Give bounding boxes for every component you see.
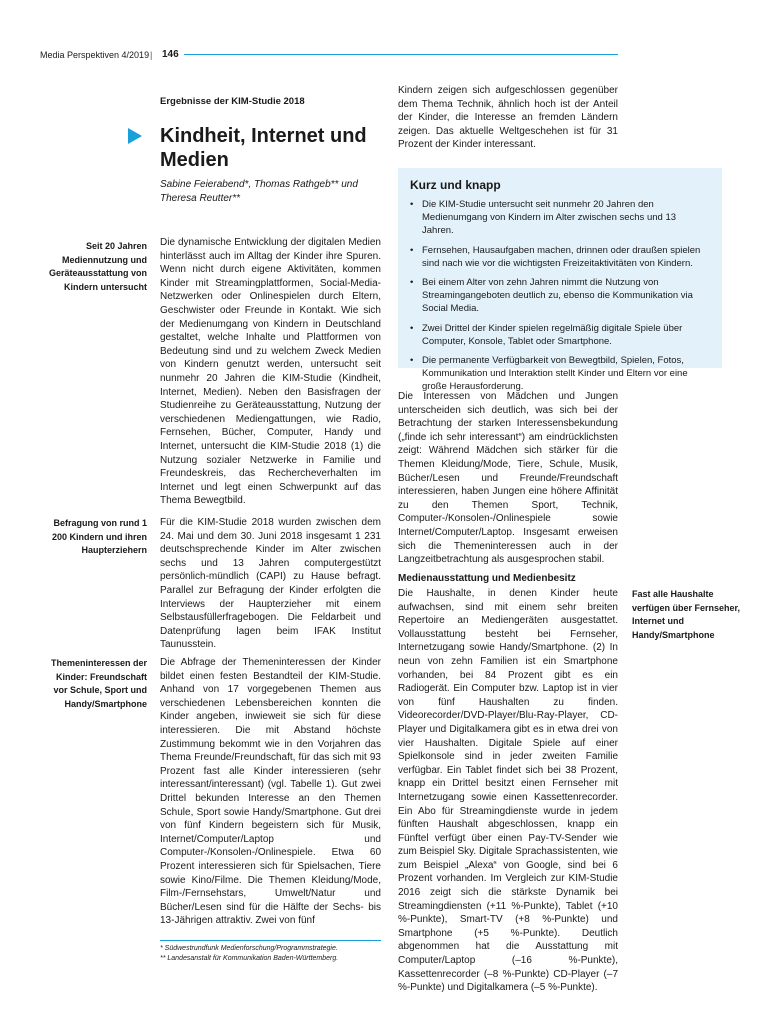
article-authors: Sabine Feierabend*, Thomas Rathgeb** und Theresa Reutter** [160, 179, 358, 204]
summary-bullet: • Die KIM-Studie untersucht seit nunmehr 20 Jahren den Medienumgang von Kindern im Alter zwischen sechs und 13 Jahren. [410, 198, 710, 238]
summary-box [398, 168, 722, 393]
title-arrow-icon [128, 128, 142, 144]
footnote-2: ** Landesanstalt für Kommunikation Baden-Württemberg. [160, 955, 339, 962]
running-header [40, 48, 618, 62]
article-supertitle: Ergebnisse der KIM-Studie 2018 [160, 96, 305, 107]
article-title: Kindheit, Internet und Medien [160, 125, 367, 171]
body-paragraph-interests: Die Abfrage der Themeninteressen der Kinder bildet einen festen Bestandteil der KIM-Studie. Anhand von 17 vorgegebenen Themen aus verschiedenen Lebensbereichen konnten die Kinder angeben, inwieweit sie sich für diese interessieren. Die mit Abstand höchste Zustimmung bekommt wie in den Vorjahren das Thema Freunde/Freundschaft, für das sich mit 93 Prozent fast alle Kinder interessieren (sehr interessant/interessant) (vgl. Tabelle 1). Gut zwei Drittel bekunden Interesse an den Themen Schule, Sport sowie Handy/Smartphone. Gut drei von fünf Kindern begeistern sich für Musik, Internet/Computer/Laptop und Computer-/Konsolen-/Onlinespiele. Etwa 60 Prozent interessieren sich für Spielsachen, Tiere sowie Kino/Filme. Die Themen Kleidung/Mode, Film-/Fernsehstars, Umwelt/Natur und Bücher/Lesen sind für die Hälfte der Sechs- bis 13-Jährigen attraktiv. Zwei von fünf [160, 657, 381, 927]
body-paragraph-equipment: Die Haushalte, in denen Kinder heute aufwachsen, sind mit einem sehr breiten Repertoire an Mediengeräten ausgestattet. Vollausstattung besteht bei Fernseher, Internetzugang sowie Handy/Smartphone. (2) In neun von zehn Familien ist ein Smartphone vorhanden, bei 84 Prozent gibt es ein Radiogerät. Ein Computer bzw. Laptop ist in vier von fünf Haushalten zu finden. Videorecorder/DVD-Player/Blu-Ray-Player, CD-Player und Digitalkamera gibt es in etwa drei von vier Haushalten. Digitale Spiele auf einer Spielkonsole sind in jeder zweiten Familie verfügbar. Ein Tablet findet sich bei 38 Prozent, knapp ein Drittel besitzt einen Fernseher mit Internetzugang sowie einen Kassettenrecorder. Ein Abo für Streamingdienste wurde in jedem fünften Haushalt abgeschlossen, knapp ein Fünftel verfügt über einen Pay-TV-Sender wie zum Beispiel Sky. Digitale Sprachassistenten, wie zum Beispiel „Alexa“ von Google, sind bei 6 Prozent vorhanden. Im Vergleich zur KIM-Studie 2016 zeigt sich die stärkste Dynamik bei Streamingdiensten (+11 %-Punkte), Tablet (+10 %-Punkte), Smart-TV (+8 %-Punkte) und Smartphone (+5 %-Punkte). Deutlich abgenommen hat die Ausstattung mit Computer/Laptop (–16 %-Punkte), Kassettenrecorder (–8 %-Punkte) CD-Player (–7 %-Punkte) und Digitalkamera (–5 %-Punkte). [398, 588, 618, 994]
margin-note-study: Seit 20 Jahren Mediennutzung und Geräteausstattung von Kindern untersucht [48, 241, 147, 292]
journal-name: Media Perspektiven 4/2019 [40, 50, 150, 60]
page-number: 146 [162, 49, 179, 60]
margin-note-survey: Befragung von rund 1 200 Kindern und ihren Haupterziehern [51, 518, 147, 555]
summary-bullet: • Fernsehen, Hausaufgaben machen, drinnen oder draußen spielen sind nach wie vor die wichtigsten Freizeitaktivitäten von Kindern. [410, 244, 710, 270]
margin-note-households: Fast alle Haushalte verfügen über Fernseher, Internet und Handy/Smartphone [632, 589, 741, 640]
body-paragraph-gender: Die Interessen von Mädchen und Jungen unterscheiden sich deutlich, was sich bei der Betrachtung der starken Interessensbekundung („finde ich sehr interessant“) am eindrücklichsten zeigt: Während Mädchen sich stärker für die Themen Kleidung/Mode, Tiere, Schule, Musik, Bücher/Lesen und Freunde/Freundschaft interessieren, haben Jungen eine höhere Affinität zu den Themen Sport, Technik, Computer-/Konsolen-/Onlinespiele sowie Internet/Computer/Laptop. Insgesamt erweisen sich die Themeninteressen auch in der Langzeitbetrachtung als ausgesprochen stabil. [398, 391, 618, 566]
summary-bullet: • Bei einem Alter von zehn Jahren nimmt die Nutzung von Streamingangeboten deutlich zu, ebenso die Kommunikation via Social Media. [410, 276, 710, 316]
body-paragraph-method: Für die KIM-Studie 2018 wurden zwischen dem 24. Mai und dem 30. Juni 2018 insgesamt 1 231 deutschsprechende Kinder im Alter zwischen sechs und 13 Jahren computergestützt persönlich-mündlich (CAPI) zu Hause befragt. Parallel zur Befragung der Kinder erfolgten die Interviews der Haupterzieher mit einem Selbstausfüllerfragebogen. Die Feldarbeit und Datenprüfung lagen beim IFAK Institut Taunusstein. [160, 517, 381, 651]
footnote-1: * Südwestrundfunk Medienforschung/Programmstrategie. [160, 945, 338, 952]
summary-box-title: Kurz und knapp [410, 178, 501, 192]
header-separator: | [150, 50, 153, 60]
margin-note-interests: Themeninteressen der Kinder: Freundschaft vor Schule, Sport und Handy/Smartphone [50, 658, 147, 709]
footnote-rule [160, 940, 381, 941]
summary-bullet: • Die permanente Verfügbarkeit von Bewegtbild, Spielen, Fotos, Kommunikation und Interaktion stellt Kinder und Eltern vor eine große Herausforderung. [410, 354, 710, 394]
summary-list [410, 198, 710, 400]
body-paragraph-intro: Die dynamische Entwicklung der digitalen Medien hinterlässt auch im Alltag der Kinder ihre Spuren. Wenn nicht durch eigene Aktivitäten, kommen Kinder mit Streamingplattformen, Social-Media-Netzwerken oder Onlinespielen durch Eltern, Geschwister oder Freunde in Kontakt. Wie sich der Medienumgang von Kindern in Deutschland gestaltet, welche Inhalte und Plattformen von Bedeutung sind und zu welchem Zweck Medien von Kindern genutzt werden, untersucht seit nunmehr 20 Jahren die KIM-Studie (Kindheit, Internet, Medien). Neben den Basisfragen der Studienreihe zu Geräteausstattung, Nutzung der verschiedenen Mediengattungen, wie Radio, Fernsehen, Bücher, Computer, Handy und Internet, untersucht die KIM-Studie 2018 (1) die Nutzung sozialer Netzwerke in Familie und Freundeskreis, das Rechercheverhalten im Internet und legt einen Schwerpunkt auf das Thema Bewegtbild. [160, 237, 381, 507]
header-rule [184, 54, 618, 55]
section-heading: Medienausstattung und Medienbesitz [398, 573, 576, 584]
summary-bullet: • Zwei Drittel der Kinder spielen regelmäßig digitale Spiele über Computer, Konsole, Tablet oder Smartphone. [410, 322, 710, 348]
body-paragraph-technik: Kindern zeigen sich aufgeschlossen gegenüber dem Thema Technik, ähnlich hoch ist der Anteil der Kinder, die Interesse an fremden Ländern zeigen. Das aktuelle Weltgeschehen ist für 31 Prozent der Kinder interessant. [398, 85, 618, 151]
